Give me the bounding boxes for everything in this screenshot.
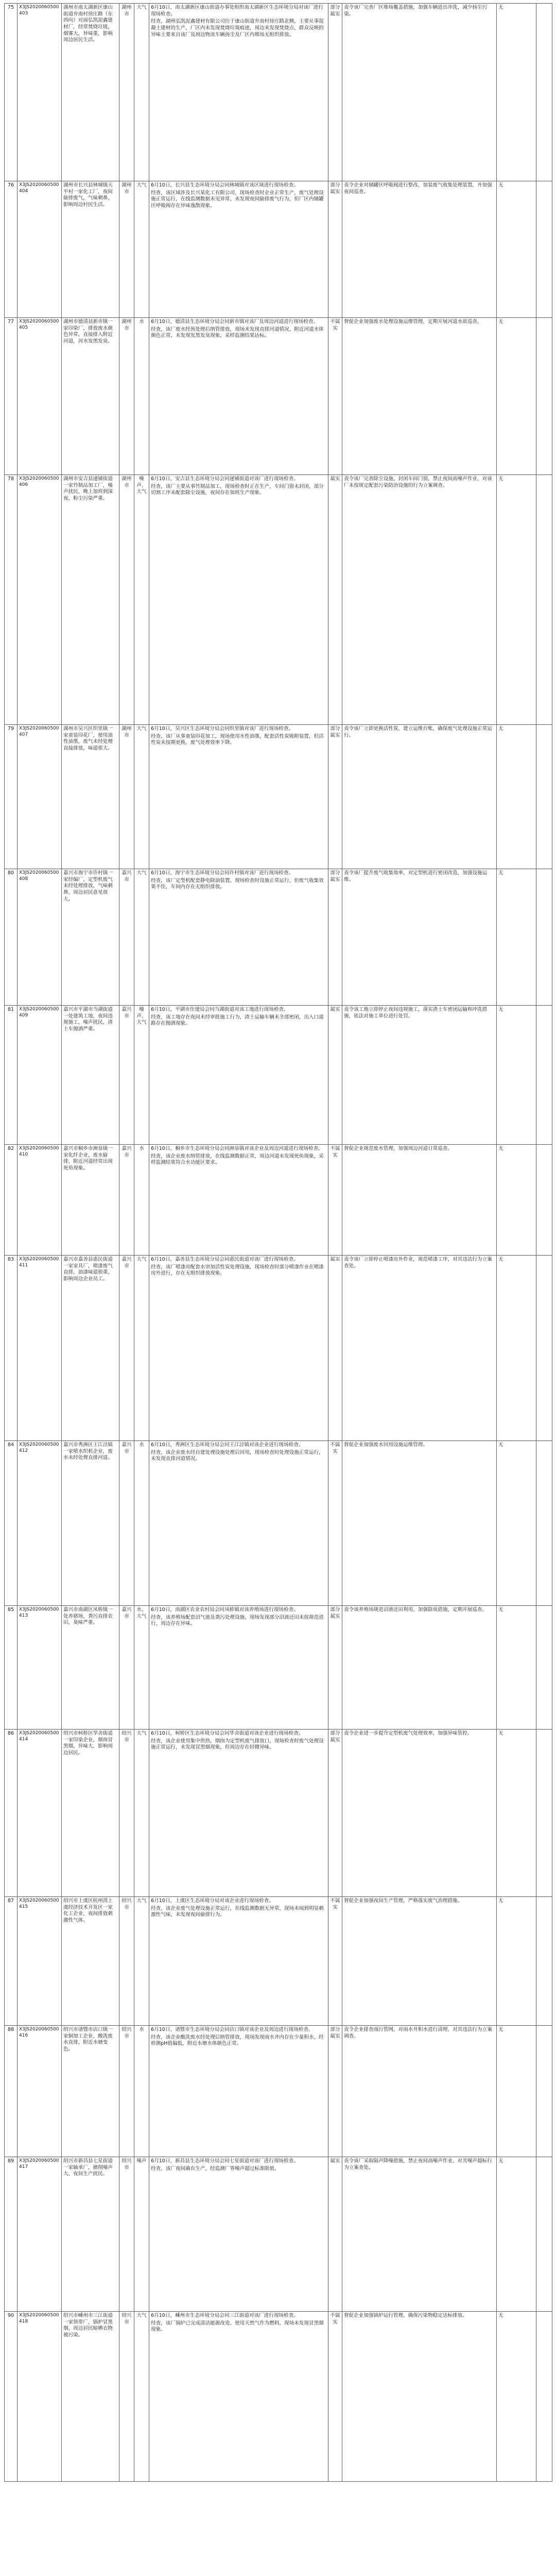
- row-number: 77: [5, 318, 18, 475]
- findings-paragraph: 经查，该企业酸洗废水经处理后纳管排放，现场发现雨水井内存在少量积水，经检测pH值偏低，附近水塘水体颜色正常。: [151, 2034, 324, 2047]
- verdict: 部分属实: [328, 2026, 342, 2157]
- accountability: 无: [497, 4, 536, 181]
- case-id: X3JS2020060500417: [18, 2157, 62, 2312]
- remark: [536, 1145, 552, 1256]
- handling-rectification: 责令该厂立即更换活性炭，建立运维台账，确保废气处理设施正常运行。: [342, 725, 497, 869]
- case-id: X3JS2020060500404: [18, 181, 62, 318]
- verdict: 属实: [328, 1256, 342, 1441]
- row-number: 87: [5, 1897, 18, 2026]
- case-id: X3JS2020060500410: [18, 1145, 62, 1256]
- handling-rectification: 督促企业加强夜间生产管理，严格落实废气治理措施。: [342, 1897, 497, 2026]
- table-row: [5, 2157, 552, 2312]
- findings-paragraph: 6月10日，德清县生态环境分局会同新市镇对该厂及周边河道进行现场检查。: [151, 319, 319, 325]
- complaint-content: 绍兴市诸暨市店口镇一家铜加工企业，酸洗废水直排，附近水塘变色。: [62, 2026, 119, 2157]
- case-id: X3JS2020060500406: [18, 475, 62, 725]
- complaint-content: 湖州市德清县新市镇一家印染厂，排放废水颜色异常，直接排入附近河道，河水发黑发臭。: [62, 318, 119, 475]
- accountability: 无: [497, 1256, 536, 1441]
- pollution-type: 大气: [134, 725, 149, 869]
- complaint-content: 绍兴市嵊州市三江街道一家领带厂，锅炉冒黑烟，周边居民晾晒衣物被污染。: [62, 2312, 119, 2482]
- findings-paragraph: 6月10日，柯桥区生态环境分局会同华舍街道对该企业进行现场检查。: [151, 1731, 304, 1736]
- administrative-area: 湖州市: [119, 318, 134, 475]
- remark: [536, 869, 552, 1006]
- findings-paragraph: 6月10日，南太湖新区康山街道办事处组织南太湖新区生态环境分局对该厂进行现场检查。: [151, 5, 323, 17]
- row-number: 85: [5, 1606, 18, 1730]
- handling-rectification: 责令企业对储罐区呼吸阀进行整改，加装废气收集处理装置，并加强夜间巡查。: [342, 181, 497, 318]
- administrative-area: 绍兴市: [119, 2157, 134, 2312]
- findings-paragraph: 经查，湖州弘凯泥鑫建材有限公司位于康山街道弁南村徐庄路北侧，主要从事混凝土建材的生产，厂区内未发现焚烧垃圾痕迹，周边未发现焚烧点，群众反映的异味主要来自该厂及周边物流车辆扬尘及厂区内堆场无组织排放。: [151, 19, 324, 38]
- findings-paragraph: 6月10日，南湖区农业农村局会同凤桥镇对该养殖场进行现场检查。: [151, 1607, 299, 1613]
- accountability: 无: [497, 2026, 536, 2157]
- row-number: 76: [5, 181, 18, 318]
- pollution-type: 水、大气: [134, 1606, 149, 1730]
- verdict: 部分属实: [328, 181, 342, 318]
- handling-rectification: 责令企业进一步提升定型机废气处理效率，加强异味管控。: [342, 1730, 497, 1897]
- handling-rectification: 责令该厂完善厂区堆场覆盖措施，加强车辆进出冲洗，减少扬尘污染。: [342, 4, 497, 181]
- remark: [536, 4, 552, 181]
- accountability: 无: [497, 1441, 536, 1606]
- findings-paragraph: 6月10日，安吉县生态环境分局会同递铺街道对该厂进行现场检查。: [151, 476, 299, 482]
- administrative-area: 湖州市: [119, 181, 134, 318]
- pollution-type: 水: [134, 1145, 149, 1256]
- handling-rectification: 责令该厂立即停止喷漆房外作业，规范喷漆工序，对其违法行为立案查处。: [342, 1256, 497, 1441]
- case-id: X3JS2020060500407: [18, 725, 62, 869]
- pollution-type: 大气: [134, 2312, 149, 2482]
- accountability: 无: [497, 869, 536, 1006]
- accountability: 无: [497, 1730, 536, 1897]
- row-number: 79: [5, 725, 18, 869]
- complaint-content: 绍兴市新昌县七星街道一家轴承厂，磨削噪声大，夜间生产扰民。: [62, 2157, 119, 2312]
- table-row: [5, 318, 552, 475]
- administrative-area: 湖州市: [119, 475, 134, 725]
- administrative-area: 绍兴市: [119, 1730, 134, 1897]
- remark: [536, 2312, 552, 2482]
- row-number: 78: [5, 475, 18, 725]
- administrative-area: 湖州市: [119, 4, 134, 181]
- findings-paragraph: 经查，该厂定型机配套静电除油装置，现场检查时设施正常运行，但废气收集效果不佳，车间内存在无组织排放。: [151, 877, 324, 890]
- verdict: 部分属实: [328, 1730, 342, 1897]
- pollution-type: 噪声、大气: [134, 1006, 149, 1145]
- administrative-area: 嘉兴市: [119, 1145, 134, 1256]
- investigation-findings: [149, 869, 328, 1006]
- remark: [536, 2026, 552, 2157]
- administrative-area: 绍兴市: [119, 2026, 134, 2157]
- remark: [536, 1006, 552, 1145]
- findings-paragraph: 6月10日，诸暨市生态环境分局会同店口镇对该企业及周边进行现场检查。: [151, 2027, 314, 2032]
- findings-paragraph: 6月10日，嵊州市生态环境分局会同三江街道对该厂进行现场检查。: [151, 2313, 299, 2318]
- findings-paragraph: 经查，该企业废水纳管排放，在线监测数据正常，周边河道未发现死鱼现象，采样监测结果符合水功能区要求。: [151, 1153, 324, 1166]
- administrative-area: 嘉兴市: [119, 869, 134, 1006]
- findings-paragraph: 经查，该企业废水经自建处理设施处理后回用，现场检查时处理设施正常运行，未发现直排河道情况。: [151, 1449, 324, 1462]
- case-id: X3JS2020060500416: [18, 2026, 62, 2157]
- accountability: 无: [497, 2312, 536, 2482]
- row-number: 88: [5, 2026, 18, 2157]
- investigation-findings: [149, 1256, 328, 1441]
- pollution-type: 水: [134, 2026, 149, 2157]
- pollution-type: 水: [134, 318, 149, 475]
- remark: [536, 1606, 552, 1730]
- administrative-area: 嘉兴市: [119, 1606, 134, 1730]
- investigation-findings: [149, 725, 328, 869]
- complaint-table: [4, 3, 552, 2482]
- complaint-content: 嘉兴市桐乡市洲泉镇一家化纤企业，废水偷排，附近河道经常出现死鱼现象。: [62, 1145, 119, 1256]
- complaint-content: 嘉兴市平湖市当湖街道一处建筑工地，夜间违规施工，噪声扰民，渣土车抛洒严重。: [62, 1006, 119, 1145]
- table-body: [5, 4, 552, 2482]
- case-id: X3JS2020060500409: [18, 1006, 62, 1145]
- case-id: X3JS2020060500405: [18, 318, 62, 475]
- complaint-content: 嘉兴市嘉善县惠民街道一家家具厂，喷漆废气直排，油漆味道很重，影响周边企业员工。: [62, 1256, 119, 1441]
- table-row: [5, 1006, 552, 1145]
- pollution-type: 噪声: [134, 2157, 149, 2312]
- administrative-area: 嘉兴市: [119, 1441, 134, 1606]
- administrative-area: 绍兴市: [119, 2312, 134, 2482]
- remark: [536, 1256, 552, 1441]
- investigation-findings: [149, 1006, 328, 1145]
- row-number: 82: [5, 1145, 18, 1256]
- handling-rectification: 督促企业加强锅炉运行管理，确保污染物稳定达标排放。: [342, 2312, 497, 2482]
- remark: [536, 1441, 552, 1606]
- pollution-type: 大气: [134, 1897, 149, 2026]
- findings-paragraph: 经查，该工地存在夜间未经审批施工行为，渣土运输车辆未全部密闭，出入口道路存在抛洒现象。: [151, 1014, 324, 1027]
- accountability: 无: [497, 1145, 536, 1256]
- accountability: 无: [497, 1006, 536, 1145]
- investigation-findings: [149, 475, 328, 725]
- handling-rectification: 责令该工地立即停止夜间违规施工，落实渣土车密闭运输和冲洗措施，依法对施工单位进行处罚。: [342, 1006, 497, 1145]
- findings-paragraph: 6月10日，新昌县生态环境分局会同七星街道对该厂进行现场检查。: [151, 2158, 299, 2164]
- handling-rectification: 责令企业排查雨污管网，对雨水井积水进行清理，对其违法行为立案调查。: [342, 2026, 497, 2157]
- findings-paragraph: 经查，该厂喷漆房配套水帘加活性炭处理设施，现场检查时部分喷漆作业在喷漆房外进行，存在无组织排放现象。: [151, 1264, 324, 1277]
- pollution-type: 大气: [134, 1730, 149, 1897]
- table-row: [5, 4, 552, 181]
- verdict: 属实: [328, 1006, 342, 1145]
- findings-paragraph: 6月10日，桐乡市生态环境分局会同洲泉镇对该企业及周边河道进行现场检查。: [151, 1146, 323, 1151]
- pollution-type: 大气: [134, 4, 149, 181]
- verdict: 不属实: [328, 318, 342, 475]
- table-row: [5, 1606, 552, 1730]
- remark: [536, 1897, 552, 2026]
- case-id: X3JS2020060500418: [18, 2312, 62, 2482]
- table-row: [5, 475, 552, 725]
- table-row: [5, 869, 552, 1006]
- findings-paragraph: 经查，该厂夜间确有生产，经监测厂界噪声超过标准限值。: [151, 2165, 280, 2172]
- administrative-area: 湖州市: [119, 725, 134, 869]
- table-row: [5, 1441, 552, 1606]
- remark: [536, 1730, 552, 1897]
- accountability: 无: [497, 1606, 536, 1730]
- investigation-findings: [149, 2026, 328, 2157]
- pollution-type: 噪声、大气: [134, 475, 149, 725]
- pollution-type: 大气: [134, 869, 149, 1006]
- findings-paragraph: 经查，该厂主要从事竹制品加工，现场检查时正在生产，车间门窗未封闭，部分切割工序未配套除尘设施，夜间存在加班生产现象。: [151, 483, 324, 496]
- verdict: 不属实: [328, 2312, 342, 2482]
- findings-paragraph: 6月10日，平湖市住建局会同当湖街道对该工地进行现场检查。: [151, 1007, 289, 1012]
- findings-paragraph: 6月10日，长兴县生态环境分局会同林城镇对该区域进行现场检查。: [151, 182, 299, 188]
- case-id: X3JS2020060500412: [18, 1441, 62, 1606]
- verdict: 属实: [328, 475, 342, 725]
- case-id: X3JS2020060500415: [18, 1897, 62, 2026]
- findings-paragraph: 经查，该企业废气处理设施正常运行，在线监测数据无异常，现场未闻到明显刺激性气味，未发现夜间偷排行为。: [151, 1905, 324, 1918]
- row-number: 90: [5, 2312, 18, 2482]
- verdict: 部分属实: [328, 725, 342, 869]
- handling-rectification: 督促企业加强废水回用设施运维管理。: [342, 1441, 497, 1606]
- table-row: [5, 1256, 552, 1441]
- verdict: 部分属实: [328, 4, 342, 181]
- complaint-content: 湖州市吴兴区织里镇一家童装印花厂，使用油性油墨，废气未经处理直接排放，味道很大。: [62, 725, 119, 869]
- findings-paragraph: 经查，该养殖场配套沼气池及粪污处理设施，现场发现部分沼液还田未按规范进行，周边存在异味。: [151, 1614, 324, 1627]
- remark: [536, 181, 552, 318]
- investigation-findings: [149, 1897, 328, 2026]
- case-id: X3JS2020060500414: [18, 1730, 62, 1897]
- complaint-content: 绍兴市柯桥区华舍街道一家印染企业，烟囱冒黑烟，异味大，影响周边居民。: [62, 1730, 119, 1897]
- accountability: 无: [497, 318, 536, 475]
- complaint-content: 湖州市南太湖新区康山街道弁南村徐庄路（东西向）对面弘凯泥鑫建材厂，经常焚烧垃圾，烟雾大，异味重，影响周边居民生活。: [62, 4, 119, 181]
- findings-paragraph: 经查，该厂锅炉已完成清洁能源改造，使用天然气作为燃料，现场未发现冒黑烟现象。: [151, 2320, 324, 2333]
- findings-paragraph: 6月10日，吴兴区生态环境分局会同织里镇对该厂进行现场检查。: [151, 726, 294, 732]
- table-row: [5, 2026, 552, 2157]
- investigation-findings: [149, 1606, 328, 1730]
- table-row: [5, 2312, 552, 2482]
- verdict: 部分属实: [328, 869, 342, 1006]
- accountability: 无: [497, 475, 536, 725]
- findings-paragraph: 经查，该厂从事童装印花加工，现场使用水性油墨，配套活性炭吸附装置，但活性炭未按期更换，废气处理效率下降。: [151, 733, 324, 746]
- verdict: 部分属实: [328, 1606, 342, 1730]
- accountability: 无: [497, 181, 536, 318]
- remark: [536, 725, 552, 869]
- complaint-content: 湖州市长兴县林城镇天平村一家化工厂，夜间偷排废气，气味刺鼻，影响周边村民生活。: [62, 181, 119, 318]
- findings-paragraph: 6月10日，海宁市生态环境分局会同许村镇对该厂进行现场检查。: [151, 870, 294, 876]
- investigation-findings: [149, 1441, 328, 1606]
- table-row: [5, 1145, 552, 1256]
- table-row: [5, 1730, 552, 1897]
- pollution-type: 水: [134, 1441, 149, 1606]
- investigation-findings: [149, 181, 328, 318]
- accountability: 无: [497, 2157, 536, 2312]
- handling-rectification: 督促企业加强废水处理设施运维管理，定期开展河道水质巡查。: [342, 318, 497, 475]
- handling-rectification: 责令该厂完善除尘设施，封闭车间门窗，禁止夜间高噪声作业，对该厂未按规定配套污染防治设施的行为立案调查。: [342, 475, 497, 725]
- pollution-type: 大气: [134, 1256, 149, 1441]
- verdict: 不属实: [328, 1441, 342, 1606]
- investigation-findings: [149, 2157, 328, 2312]
- case-id: X3JS2020060500408: [18, 869, 62, 1006]
- administrative-area: 绍兴市: [119, 1897, 134, 2026]
- complaint-content: 绍兴市上虞区杭州湾上虞经济技术开发区一家化工企业，夜间排放刺激性气体。: [62, 1897, 119, 2026]
- case-id: X3JS2020060500403: [18, 4, 62, 181]
- row-number: 89: [5, 2157, 18, 2312]
- case-id: X3JS2020060500413: [18, 1606, 62, 1730]
- findings-paragraph: 经查，该区域涉及长兴某化工有限公司，现场检查时企业正常生产，废气处理设施正常运行，在线监测数据未见异常，未发现夜间偷排废气行为，但厂区内储罐区呼吸阀存在异味逸散现象。: [151, 190, 324, 209]
- investigation-findings: [149, 4, 328, 181]
- handling-rectification: 责令该养殖场规范沼液还田利用，加强除臭措施，定期开展巡查。: [342, 1606, 497, 1730]
- row-number: 84: [5, 1441, 18, 1606]
- complaint-content: 嘉兴市海宁市许村镇一家经编厂，定型机废气未经处理排放，气味刺鼻，周边居民意见很大。: [62, 869, 119, 1006]
- pollution-type: 大气: [134, 181, 149, 318]
- complaint-content: 湖州市安吉县递铺街道一家竹制品加工厂，噪声扰民，晚上加班到深夜，粉尘污染严重。: [62, 475, 119, 725]
- remark: [536, 475, 552, 725]
- findings-paragraph: 6月10日，嘉善县生态环境分局会同惠民街道对该厂进行现场检查。: [151, 1257, 299, 1262]
- row-number: 86: [5, 1730, 18, 1897]
- remark: [536, 2157, 552, 2312]
- row-number: 83: [5, 1256, 18, 1441]
- row-number: 81: [5, 1006, 18, 1145]
- accountability: 无: [497, 725, 536, 869]
- accountability: 无: [497, 1897, 536, 2026]
- findings-paragraph: 经查，该企业使用集中供热，烟囱为定型机废气排放口，现场检查时废气处理设施正常运行，未发现冒黑烟现象，但周边存在轻微异味。: [151, 1738, 324, 1751]
- row-number: 80: [5, 869, 18, 1006]
- remark: [536, 318, 552, 475]
- table-row: [5, 725, 552, 869]
- findings-paragraph: 经查，该厂废水经预处理后纳管排放，现场未发现直排河道情况，附近河道水体颜色正常，未发现发黑发臭现象，采样监测结果达标。: [151, 326, 324, 339]
- investigation-findings: [149, 1145, 328, 1256]
- findings-paragraph: 6月10日，秀洲区生态环境分局会同王江泾镇对该企业进行现场检查。: [151, 1442, 304, 1448]
- complaint-content: 嘉兴市南湖区凤桥镇一处养猪场，粪污直排农田，臭味严重。: [62, 1606, 119, 1730]
- handling-rectification: 督促企业规范废水管理，加强周边河道日常巡查。: [342, 1145, 497, 1256]
- table-row: [5, 1897, 552, 2026]
- handling-rectification: 责令该厂提升废气收集效率，对定型机进行密闭改造，加强设施运维。: [342, 869, 497, 1006]
- administrative-area: 嘉兴市: [119, 1006, 134, 1145]
- findings-paragraph: 6月10日，上虞区生态环境分局对该企业进行现场检查。: [151, 1898, 274, 1904]
- row-number: 75: [5, 4, 18, 181]
- verdict: 不属实: [328, 1897, 342, 2026]
- table-row: [5, 181, 552, 318]
- case-id: X3JS2020060500411: [18, 1256, 62, 1441]
- verdict: 属实: [328, 2157, 342, 2312]
- complaint-content: 嘉兴市秀洲区王江泾镇一家喷水织机企业，废水未经处理直排河道。: [62, 1441, 119, 1606]
- investigation-findings: [149, 1730, 328, 1897]
- investigation-findings: [149, 318, 328, 475]
- verdict: 不属实: [328, 1145, 342, 1256]
- administrative-area: 嘉兴市: [119, 1256, 134, 1441]
- investigation-findings: [149, 2312, 328, 2482]
- handling-rectification: 责令该厂采取隔声降噪措施，禁止夜间高噪声作业，对其噪声超标行为立案查处。: [342, 2157, 497, 2312]
